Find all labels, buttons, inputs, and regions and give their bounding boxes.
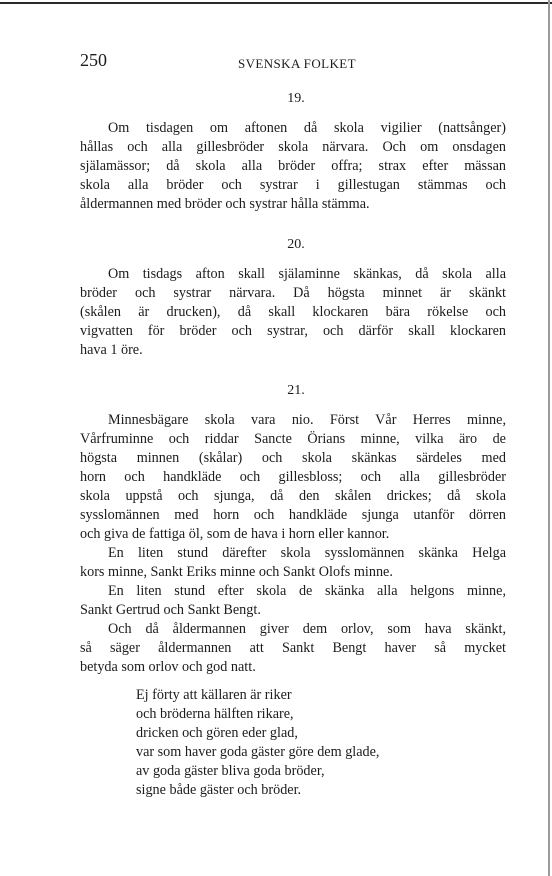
running-title: SVENSKA FOLKET bbox=[238, 56, 356, 71]
verse-line: av goda gäster bliva goda bröder, bbox=[136, 763, 325, 779]
right-edge-rule bbox=[548, 0, 550, 876]
text-line: Om tisdagen om aftonen då skola vigilier (nattsånger) bbox=[108, 120, 506, 136]
text-line: betyda som orlov och god natt. bbox=[80, 659, 256, 675]
section-19-text bbox=[80, 119, 506, 214]
text-line: hållas och alla gillesbröder skola närvara. Och om onsdagen bbox=[80, 139, 506, 155]
text-line: Och då åldermannen giver dem orlov, som hava skänkt, bbox=[108, 621, 506, 637]
text-line: Om tisdags afton skall själaminne skänkas, då skola alla bbox=[108, 266, 506, 282]
text-line: kors minne, Sankt Eriks minne och Sankt Olofs minne. bbox=[80, 564, 393, 580]
text-line: horn och handkläde och gillesbloss; och alla gillesbröder bbox=[80, 469, 506, 485]
text-line: högsta minnen (skålar) och skola skänkas särdeles med bbox=[80, 450, 506, 466]
page-number: 250 bbox=[80, 50, 107, 70]
verse-line: och bröderna hälften rikare, bbox=[136, 706, 294, 722]
text-line: och giva de fattiga öl, som de hava i horn eller kannor. bbox=[80, 526, 390, 542]
text-line: så säger åldermannen att Sankt Bengt haver så mycket bbox=[80, 640, 506, 656]
top-edge-rule bbox=[0, 2, 552, 4]
text-line: Minnesbägare skola vara nio. Först Vår Herres minne, bbox=[108, 412, 506, 428]
text-line: En liten stund därefter skola sysslomännen skänka Helga bbox=[108, 545, 506, 561]
section-number-20: 20. bbox=[287, 237, 305, 252]
text-line: (skålen är drucken), då skall klockaren bära rökelse och bbox=[80, 304, 506, 320]
text-line: skola uppstå och sjunga, då den skålen drickes; då skola bbox=[80, 488, 506, 504]
text-line: Sankt Gertrud och Sankt Bengt. bbox=[80, 602, 261, 618]
verse-line: dricken och gören eder glad, bbox=[136, 725, 298, 741]
text-line: åldermannen med bröder och systrar hålla stämma. bbox=[80, 196, 370, 212]
section-21-text bbox=[80, 411, 506, 677]
text-line: En liten stund efter skola de skänka alla helgons minne, bbox=[108, 583, 506, 599]
verse-line: var som haver goda gäster göre dem glade, bbox=[136, 744, 380, 760]
text-line: själamässor; då skola alla bröder offra; strax efter mässan bbox=[80, 158, 506, 174]
text-line: skola alla bröder och systrar i gillestugan stämmas och bbox=[80, 177, 506, 193]
verse-block bbox=[136, 686, 379, 800]
text-line: sysslomännen med horn och handkläde sjunga utanför dörren bbox=[80, 507, 506, 523]
text-line: vigvatten för bröder och systrar, och därför skall klockaren bbox=[80, 323, 506, 339]
section-20-text bbox=[80, 265, 506, 360]
text-line: Vårfruminne och riddar Sancte Örians minne, vilka äro de bbox=[80, 431, 506, 447]
section-number-21: 21. bbox=[287, 383, 305, 398]
text-line: bröder och systrar närvara. Då högsta minnet är skänkt bbox=[80, 285, 506, 301]
text-line: hava 1 öre. bbox=[80, 342, 143, 358]
verse-line: signe både gäster och bröder. bbox=[136, 782, 302, 798]
section-number-19: 19. bbox=[287, 91, 305, 106]
verse-line: Ej förty att källaren är riker bbox=[136, 687, 292, 703]
